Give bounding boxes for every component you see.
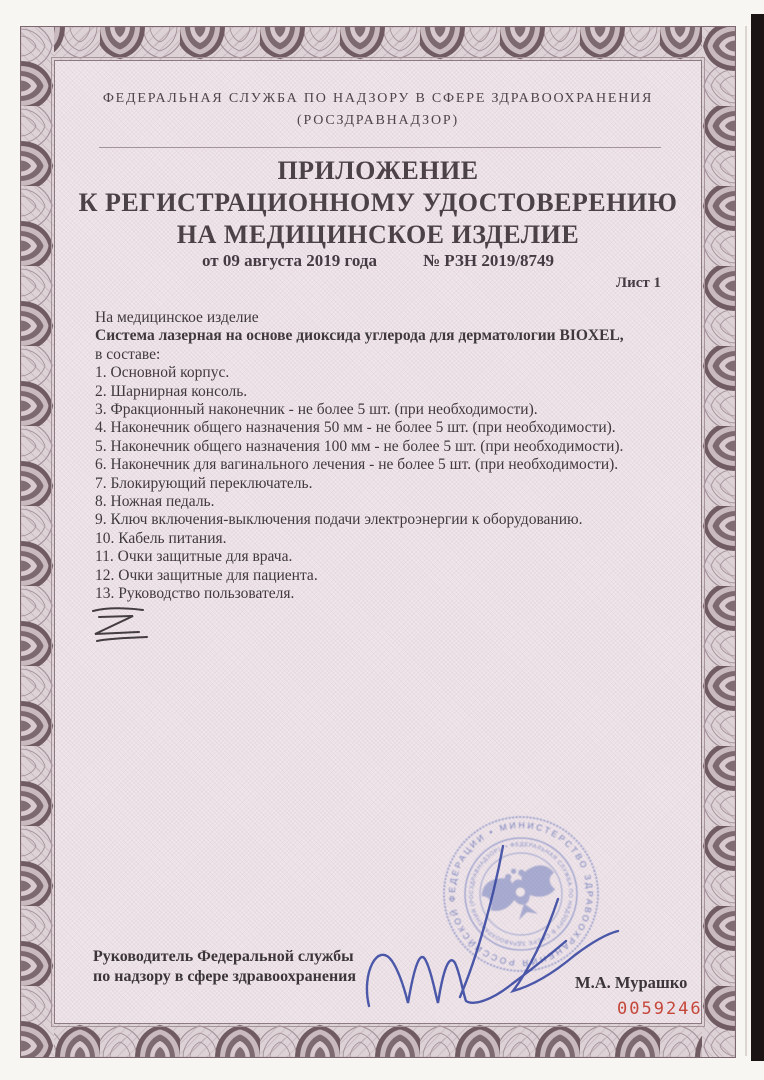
stamp-inner-text: • ФЕДЕРАЛЬНАЯ СЛУЖБА ПО НАДЗОРУ В СФЕРЕ ЗДРАВООХРАНЕНИЯ (РОСЗДРАВНАДЗОР) — [468, 841, 574, 947]
document-title-line2: К РЕГИСТРАЦИОННОМУ УДОСТОВЕРЕНИЮ — [78, 188, 678, 217]
list-item: 6. Наконечник для вагинального лечения - не более 5 шт. (при необходимости). — [95, 456, 619, 474]
border-top-strip — [20, 26, 736, 60]
signer-name: М.А. Мурашко — [575, 973, 688, 992]
list-item: 9. Ключ включения-выключения подачи электроэнергии к оборудованию. — [95, 511, 583, 529]
scanner-background-strip — [751, 14, 764, 1061]
form-serial-number: 0059246 — [617, 999, 703, 1019]
signer-title — [93, 947, 356, 986]
issuing-authority-line1: ФЕДЕРАЛЬНАЯ СЛУЖБА ПО НАДЗОРУ В СФЕРЕ ЗДРАВООХРАНЕНИЯ — [102, 91, 654, 106]
signer-title-line1: Руководитель Федеральной службы — [93, 948, 354, 965]
list-item: 11. Очки защитные для врача. — [95, 548, 293, 566]
list-item: 1. Основной корпус. — [95, 364, 230, 382]
intro-line: На медицинское изделие — [95, 309, 259, 326]
composition-label: в составе: — [95, 345, 161, 363]
list-item: 12. Очки защитные для пациента. — [95, 566, 318, 584]
signer-title-line2: по надзору в сфере здравоохранения — [93, 967, 357, 985]
border-left-strip — [20, 26, 54, 1058]
document-title-line3: НА МЕДИЦИНСКОЕ ИЗДЕЛИЕ — [176, 220, 580, 249]
certificate — [20, 26, 736, 1058]
device-name: Система лазерная на основе диоксида углерода для дерматологии BIOXEL, — [95, 327, 624, 345]
list-item: 13. Руководство пользователя. — [95, 585, 295, 603]
border-bottom-strip — [20, 1024, 736, 1058]
list-item: 7. Блокирующий переключатель. — [95, 474, 313, 492]
sheet-number: Лист 1 — [615, 275, 661, 291]
header-divider-line — [99, 147, 661, 148]
device-composition-block — [95, 309, 681, 604]
page-edge-shadow — [745, 26, 747, 1056]
registration-number: № РЗН 2019/8749 — [422, 251, 555, 270]
list-item: 10. Кабель питания. — [95, 529, 227, 547]
list-item: 4. Наконечник общего назначения 50 мм - не более 5 шт. (при необходимости). — [95, 419, 616, 437]
list-item: 5. Наконечник общего назначения 100 мм - не более 5 шт. (при необходимости). — [95, 437, 624, 455]
list-item: 8. Ножная педаль. — [95, 493, 215, 511]
certificate-body — [54, 60, 702, 1024]
handwritten-z-mark — [87, 601, 159, 649]
registration-date: от 09 августа 2019 года — [201, 251, 377, 270]
list-item: 2. Шарнирная консоль. — [95, 382, 248, 400]
list-item: 3. Фракционный наконечник - не более 5 шт. (при необходимости). — [95, 401, 538, 419]
issuing-authority-line2: (РОСЗДРАВНАДЗОР) — [297, 113, 459, 128]
document-title-line1: ПРИЛОЖЕНИЕ — [277, 156, 479, 185]
registration-date-number-row — [55, 251, 701, 271]
stamp-outer-text: МИНИСТЕРСТВО ЗДРАВООХРАНЕНИЯ РОССИЙСКОЙ ФЕДЕРАЦИИ • — [446, 819, 595, 969]
border-right-strip — [702, 26, 736, 1058]
